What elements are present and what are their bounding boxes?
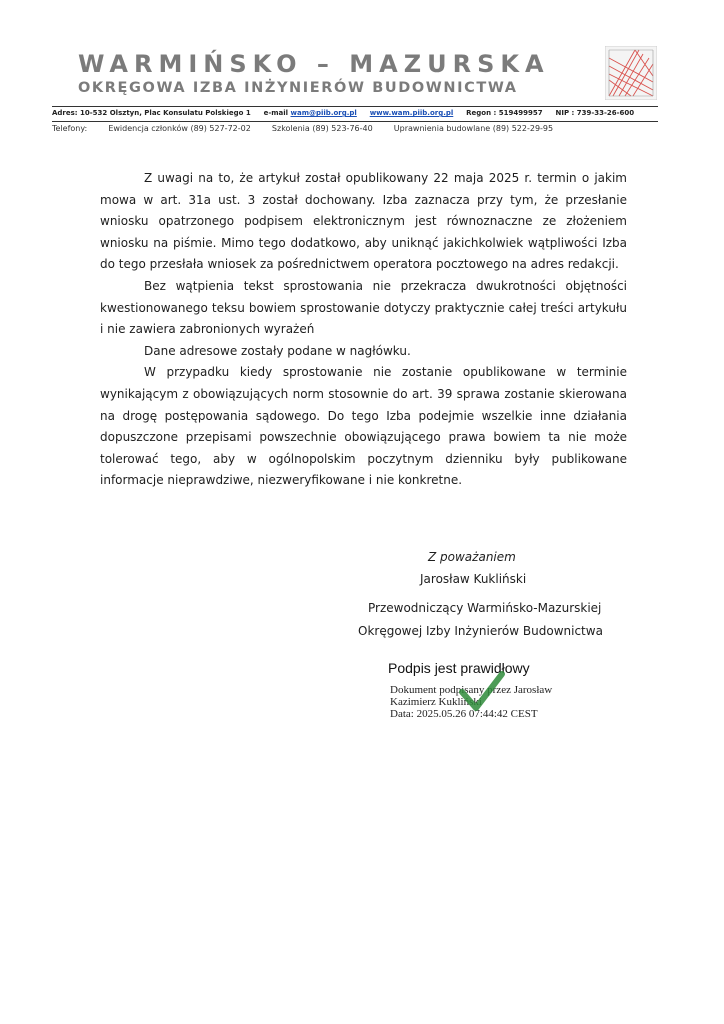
phone-training: Szkolenia (89) 523-76-40	[271, 124, 373, 133]
signatory-organization: Okręgowej Izby Inżynierów Budownictwa	[358, 624, 603, 638]
address: Adres: 10-532 Olsztyn, Plac Konsulatu Polskiego 1	[52, 109, 251, 117]
check-icon	[456, 668, 506, 718]
closing-regards: Z poważaniem	[428, 550, 516, 564]
signatory-position: Przewodniczący Warmińsko-Mazurskiej	[368, 601, 602, 615]
website-link[interactable]: www.wam.piib.org.pl	[369, 109, 454, 117]
signature-status: Podpis jest prawidłowy	[388, 660, 530, 676]
email-link[interactable]: wam@piib.org.pl	[290, 109, 357, 117]
paragraph: W przypadku kiedy sprostowanie nie zostanie opublikowane w terminie wynikającym z obowiązujących norm stosownie do art. 39 sprawa zostanie skierowana na drogę postępowania sądowego. Do tego Izba podejmie wszelkie inne działania dopuszczone przepisami powszechnie obowiązującego prawa bowiem ta nie może tolerować tego, aby w ogólnopolskim poczytnym dzienniku były publikowane informacje nieprawdziwe, niezweryfikowane i nie konkretne.	[100, 365, 627, 488]
paragraph: Dane adresowe zostały podane w nagłówku.	[144, 343, 411, 358]
paragraph: Z uwagi na to, że artykuł został opublikowany 22 maja 2025 r. termin o jakim mowa w art. 31a ust. 3 został dochowany. Izba zaznacza przy tym, że przesłanie wniosku opatrzonego podpisem elektronicznym jest równoznaczne ze złożeniem wniosku na piśmie. Mimo tego dodatkowo, aby uniknąć jakichkolwiek wątpliwości Izba do tego przesłała wniosek za pośrednictwem operatora pocztowego na adres redakcji.	[100, 171, 627, 272]
contact-line	[52, 109, 662, 117]
chamber-title: WARMIŃSKO – MAZURSKA	[78, 50, 550, 78]
email-label: e-mail	[263, 109, 289, 117]
phone-members: Ewidencja członków (89) 527-72-02	[108, 124, 251, 133]
phones-label: Telefony:	[52, 124, 88, 133]
phone-line	[52, 124, 672, 133]
signature-line: Kazimierz Kukliński	[390, 696, 482, 708]
nip: NIP : 739-33-26-600	[555, 109, 635, 117]
paragraph: Bez wątpienia tekst sprostowania nie przekracza dwukrotności objętności kwestionowanego teksu bowiem sprostowanie dotyczy praktycznie całej treści artykułu i nie zawiera zabronionych wyrażeń	[100, 278, 627, 337]
letter-body	[100, 168, 627, 492]
header-divider-top	[52, 106, 658, 107]
signatory-name: Jarosław Kukliński	[420, 572, 527, 586]
chamber-subtitle: OKRĘGOWA IZBA INŻYNIERÓW BUDOWNICTWA	[78, 80, 518, 96]
chamber-logo-icon	[605, 46, 657, 100]
signature-line: Dokument podpisany przez Jarosław	[390, 684, 553, 696]
signature-date: Data: 2025.05.26 07:44:42 CEST	[390, 708, 538, 720]
header-divider-bottom	[52, 121, 658, 122]
phone-permits: Uprawnienia budowlane (89) 522-29-95	[393, 124, 554, 133]
regon: Regon : 519499957	[466, 109, 543, 117]
